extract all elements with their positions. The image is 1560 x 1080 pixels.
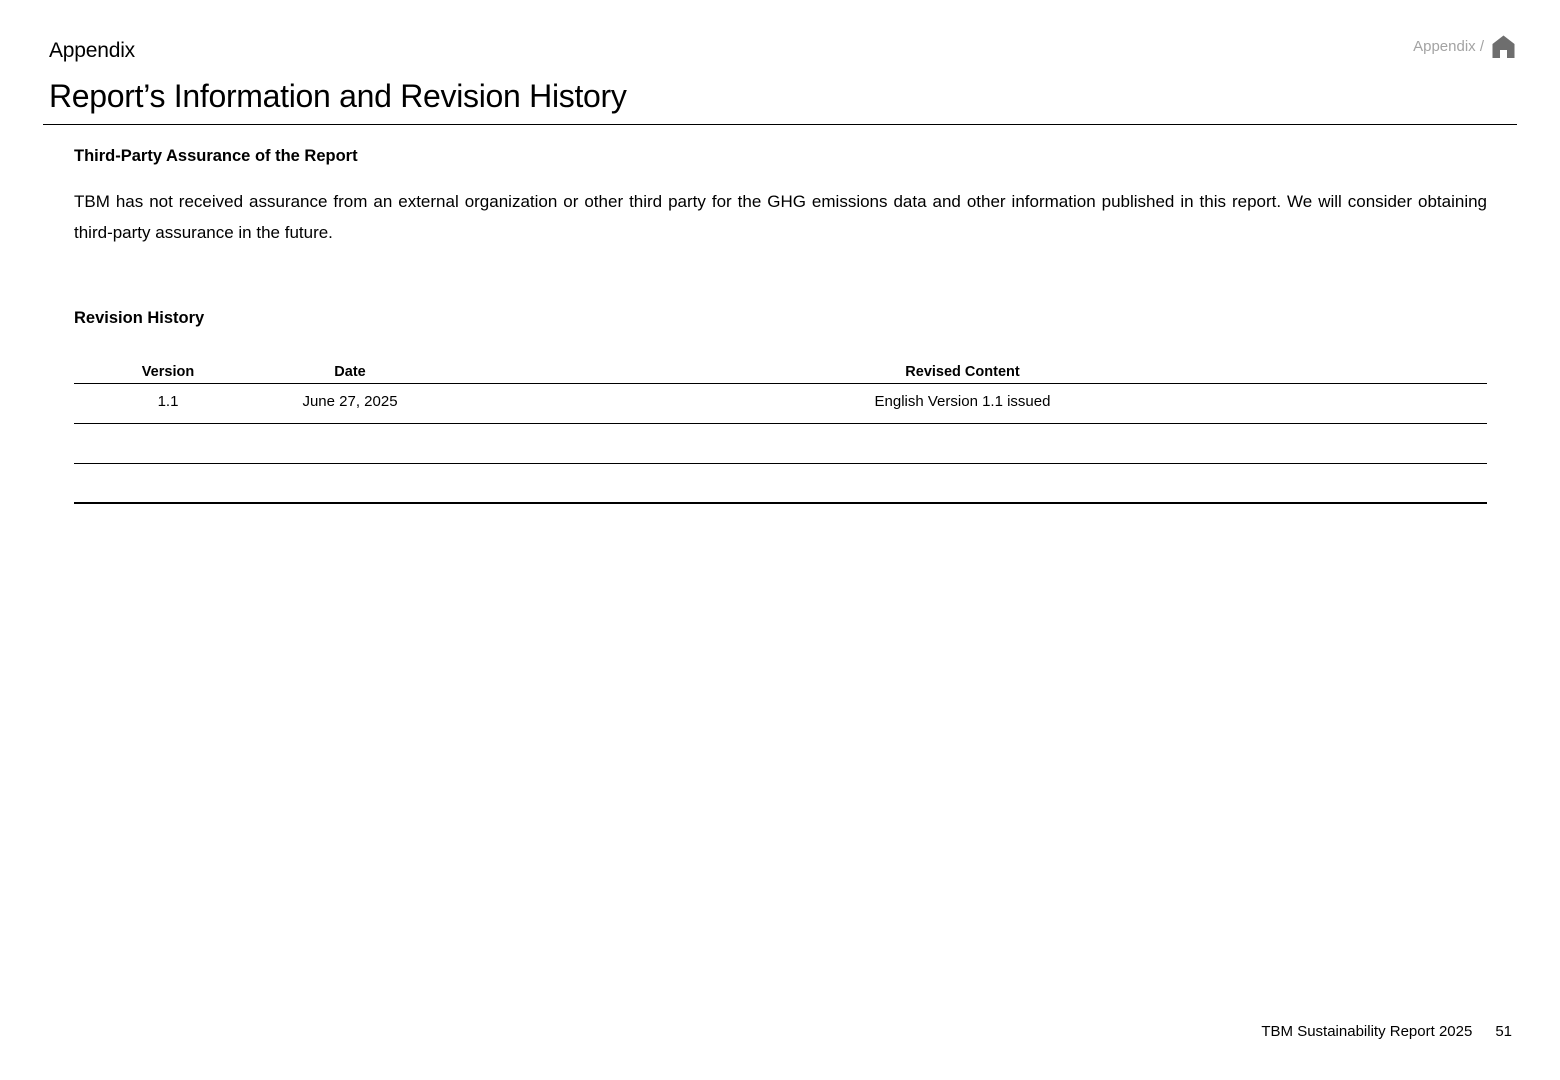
revision-table bbox=[74, 348, 1487, 504]
assurance-paragraph: TBM has not received assurance from an external organization or other third party for the GHG emissions data and other information published in this report. We will consider obtaining third-party assurance in the future. bbox=[74, 192, 1487, 242]
cell-date: June 27, 2025 bbox=[262, 383, 438, 423]
table-row bbox=[74, 383, 1487, 423]
column-header-version: Version bbox=[74, 348, 262, 383]
cell-revised-content bbox=[438, 463, 1487, 503]
home-icon[interactable] bbox=[1491, 34, 1516, 59]
breadcrumb-appendix-link[interactable]: Appendix / bbox=[1413, 38, 1484, 55]
cell-revised-content bbox=[438, 423, 1487, 463]
cell-version bbox=[74, 423, 262, 463]
column-header-date: Date bbox=[262, 348, 438, 383]
column-header-revised-content: Revised Content bbox=[438, 348, 1487, 383]
cell-date bbox=[262, 423, 438, 463]
cell-revised-content: English Version 1.1 issued bbox=[438, 383, 1487, 423]
page-footer bbox=[1261, 1023, 1512, 1040]
section-label: Appendix bbox=[49, 39, 135, 62]
footer-report-title: TBM Sustainability Report 2025 bbox=[1261, 1023, 1473, 1040]
cell-version bbox=[74, 463, 262, 503]
table-row bbox=[74, 463, 1487, 503]
breadcrumb bbox=[1413, 34, 1516, 59]
cell-date bbox=[262, 463, 438, 503]
title-divider bbox=[43, 124, 1517, 125]
page-title: Report’s Information and Revision History bbox=[49, 78, 627, 114]
table-header-row bbox=[74, 348, 1487, 383]
table-row bbox=[74, 423, 1487, 463]
revision-heading: Revision History bbox=[74, 309, 205, 327]
assurance-heading: Third-Party Assurance of the Report bbox=[74, 147, 358, 165]
page-number: 51 bbox=[1495, 1023, 1512, 1040]
cell-version: 1.1 bbox=[74, 383, 262, 423]
